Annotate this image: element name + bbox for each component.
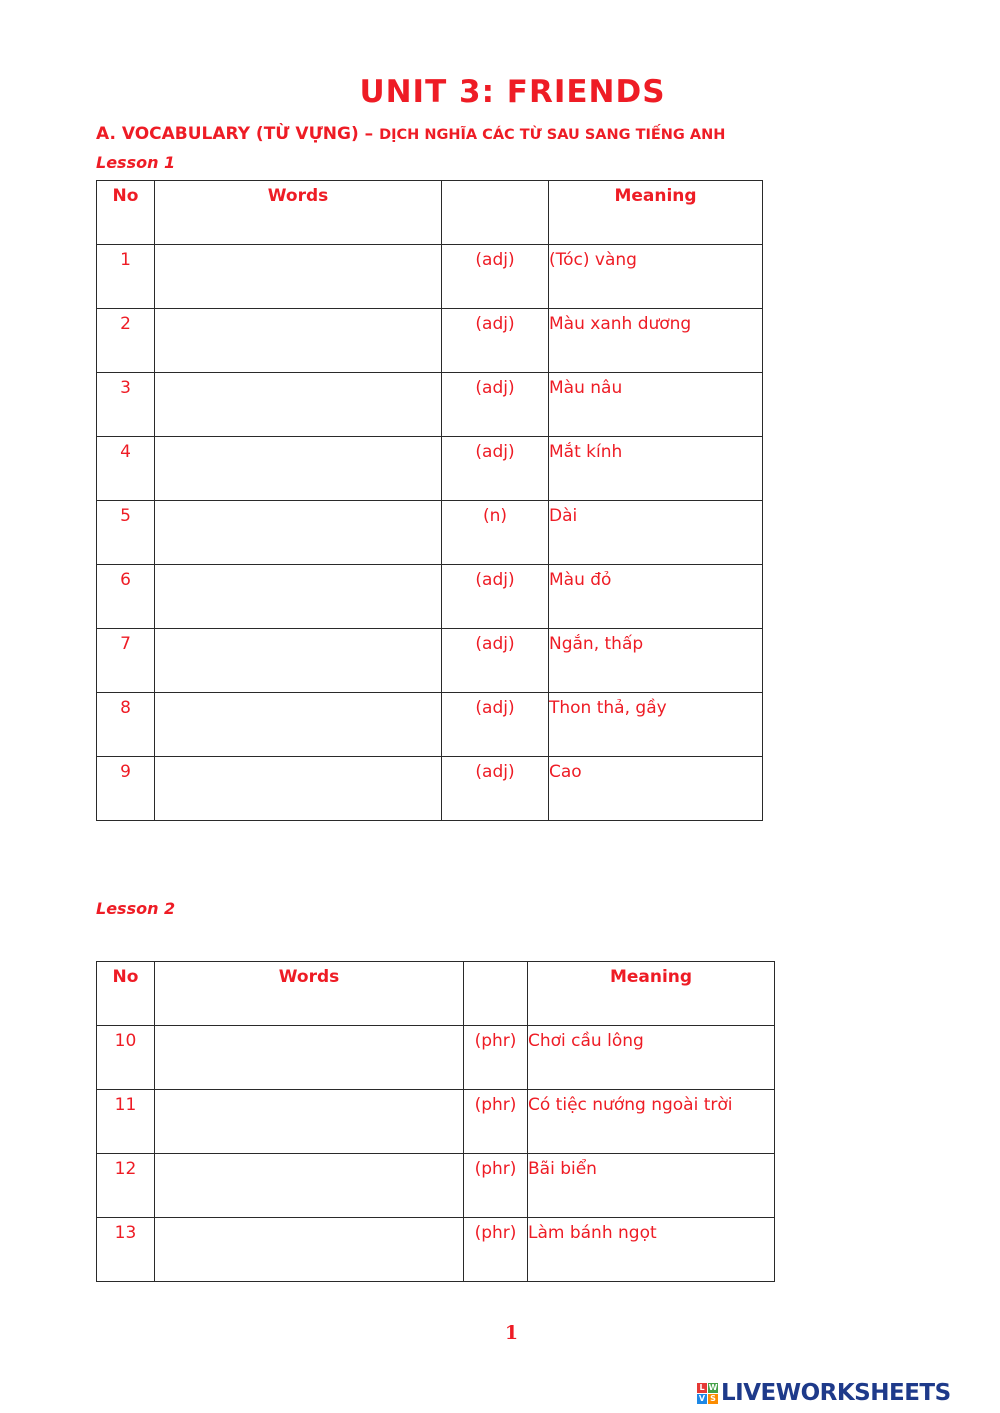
header-no: No — [97, 181, 155, 245]
logo-tile: W — [708, 1382, 718, 1392]
table-header-row — [97, 181, 763, 245]
row-number: 4 — [97, 437, 155, 501]
table-row — [97, 245, 763, 309]
meaning-text: Chơi cầu lông — [528, 1026, 775, 1090]
row-number: 13 — [97, 1218, 155, 1282]
row-number: 2 — [97, 309, 155, 373]
row-number: 6 — [97, 565, 155, 629]
part-of-speech: (phr) — [464, 1218, 528, 1282]
lesson-2-label: Lesson 2 — [96, 899, 176, 918]
word-input-cell[interactable] — [155, 693, 442, 757]
header-meaning: Meaning — [549, 181, 763, 245]
word-input-cell[interactable] — [155, 1090, 464, 1154]
part-of-speech: (phr) — [464, 1026, 528, 1090]
word-input-cell[interactable] — [155, 1154, 464, 1218]
table-header-row — [97, 962, 775, 1026]
section-label: A. VOCABULARY (TỪ VỰNG) – — [96, 124, 380, 144]
logo-tile: S — [708, 1394, 718, 1404]
header-pos — [464, 962, 528, 1026]
row-number: 9 — [97, 757, 155, 821]
part-of-speech: (phr) — [464, 1090, 528, 1154]
row-number: 8 — [97, 693, 155, 757]
table-row — [97, 565, 763, 629]
row-number: 11 — [97, 1090, 155, 1154]
header-pos — [442, 181, 549, 245]
part-of-speech: (adj) — [442, 629, 549, 693]
lesson-1-table — [96, 180, 763, 821]
row-number: 3 — [97, 373, 155, 437]
word-input-cell[interactable] — [155, 629, 442, 693]
liveworksheets-logo — [697, 1376, 951, 1410]
part-of-speech: (adj) — [442, 693, 549, 757]
word-input-cell[interactable] — [155, 437, 442, 501]
lesson-1-label: Lesson 1 — [96, 153, 176, 172]
meaning-text: Cao — [549, 757, 763, 821]
lesson-2-table — [96, 961, 775, 1282]
meaning-text: Dài — [549, 501, 763, 565]
meaning-text: Mắt kính — [549, 437, 763, 501]
word-input-cell[interactable] — [155, 501, 442, 565]
table-row — [97, 373, 763, 437]
word-input-cell[interactable] — [155, 245, 442, 309]
row-number: 5 — [97, 501, 155, 565]
word-input-cell[interactable] — [155, 1026, 464, 1090]
word-input-cell[interactable] — [155, 565, 442, 629]
part-of-speech: (n) — [442, 501, 549, 565]
meaning-text: Màu đỏ — [549, 565, 763, 629]
table-row — [97, 1218, 775, 1282]
table-row — [97, 309, 763, 373]
word-input-cell[interactable] — [155, 373, 442, 437]
header-words: Words — [155, 962, 464, 1026]
table-row — [97, 1026, 775, 1090]
meaning-text: Màu xanh dương — [549, 309, 763, 373]
row-number: 12 — [97, 1154, 155, 1218]
table-row — [97, 437, 763, 501]
part-of-speech: (adj) — [442, 245, 549, 309]
section-instruction: DỊCH NGHĨA CÁC TỪ SAU SANG TIẾNG ANH — [379, 127, 726, 143]
page-title: UNIT 3: FRIENDS — [359, 74, 666, 110]
row-number: 10 — [97, 1026, 155, 1090]
section-heading — [96, 124, 725, 144]
header-no: No — [97, 962, 155, 1026]
table-row — [97, 1090, 775, 1154]
meaning-text: Thon thả, gầy — [549, 693, 763, 757]
logo-tile: V — [698, 1393, 706, 1403]
part-of-speech: (adj) — [442, 437, 549, 501]
table-row — [97, 629, 763, 693]
meaning-text: Có tiệc nướng ngoài trời — [528, 1090, 775, 1154]
part-of-speech: (adj) — [442, 309, 549, 373]
part-of-speech: (adj) — [442, 565, 549, 629]
logo-tile: L — [697, 1383, 707, 1393]
part-of-speech: (phr) — [464, 1154, 528, 1218]
logo-text: LIVEWORKSHEETS — [721, 1380, 951, 1406]
table-row — [97, 693, 763, 757]
table-row — [97, 1154, 775, 1218]
word-input-cell[interactable] — [155, 1218, 464, 1282]
table-row — [97, 501, 763, 565]
row-number: 1 — [97, 245, 155, 309]
table-row — [97, 757, 763, 821]
meaning-text: Màu nâu — [549, 373, 763, 437]
header-words: Words — [155, 181, 442, 245]
meaning-text: Ngắn, thấp — [549, 629, 763, 693]
meaning-text: Bãi biển — [528, 1154, 775, 1218]
part-of-speech: (adj) — [442, 373, 549, 437]
row-number: 7 — [97, 629, 155, 693]
meaning-text: Làm bánh ngọt — [528, 1218, 775, 1282]
part-of-speech: (adj) — [442, 757, 549, 821]
word-input-cell[interactable] — [155, 757, 442, 821]
word-input-cell[interactable] — [155, 309, 442, 373]
page-number: 1 — [504, 1322, 519, 1344]
header-meaning: Meaning — [528, 962, 775, 1026]
liveworksheets-logo-icon — [697, 1383, 718, 1404]
meaning-text: (Tóc) vàng — [549, 245, 763, 309]
